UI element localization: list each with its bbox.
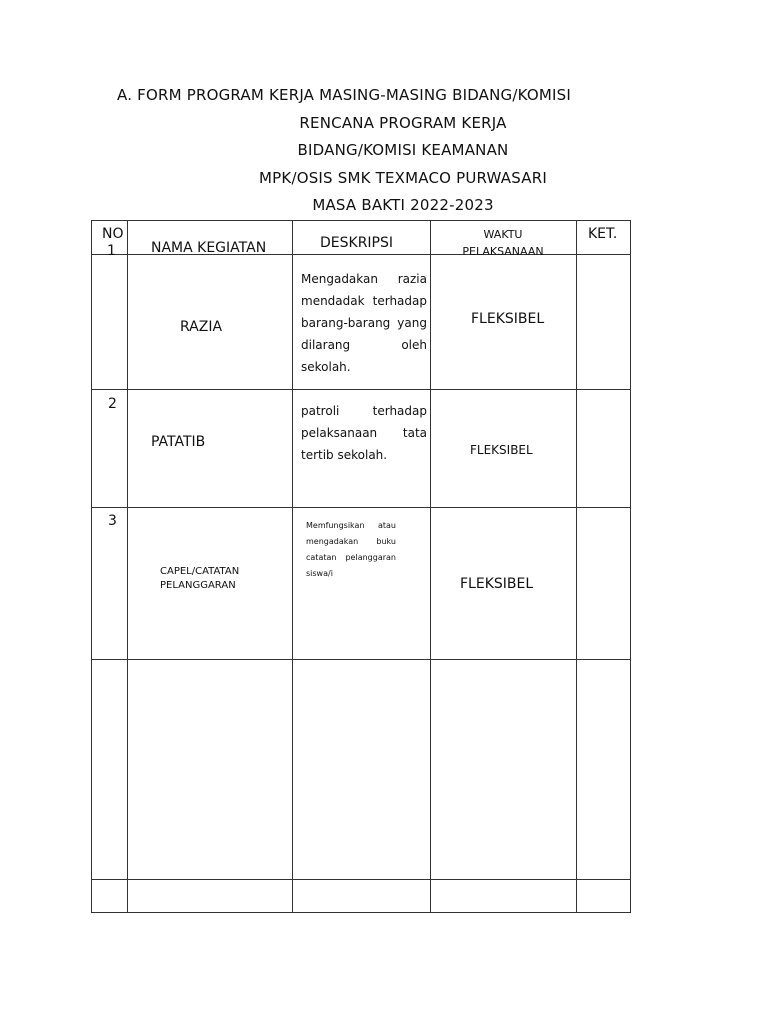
- row1-deskripsi: Mengadakan razia mendadak terhadap barang-barang yang dilarang oleh sekolah.: [301, 272, 427, 374]
- title-bidang: BIDANG/KOMISI KEAMANAN: [297, 141, 509, 159]
- row2-nama: PATATIB: [151, 434, 206, 450]
- row-divider: [91, 879, 631, 880]
- table-border-right: [630, 220, 631, 913]
- row2-waktu: FLEKSIBEL: [470, 443, 533, 457]
- title-organization: MPK/OSIS SMK TEXMACO PURWASARI: [259, 169, 547, 187]
- header-waktu-pelaksanaan: [430, 226, 576, 260]
- row2-deskripsi: patroli terhadap pelaksanaan tata tertib sekolah.: [301, 404, 427, 462]
- column-divider: [127, 220, 128, 913]
- row2-no: 2: [108, 396, 117, 412]
- header-keterangan: KET.: [588, 226, 618, 242]
- title-period: MASA BAKTI 2022-2023: [312, 196, 494, 214]
- header-deskripsi: DESKRIPSI: [320, 235, 394, 251]
- row3-nama: [160, 565, 239, 593]
- form-title: A. FORM PROGRAM KERJA MASING-MASING BIDANG/KOMISI: [117, 86, 571, 104]
- title-rencana: RENCANA PROGRAM KERJA: [299, 114, 507, 132]
- header-waktu-line2: PELAKSANAAN: [462, 245, 544, 258]
- header-waktu-line1: WAKTU: [483, 228, 523, 241]
- header-no-label: NO: [102, 226, 124, 242]
- header-no-first-value: 1: [107, 243, 116, 259]
- row-divider: [91, 507, 631, 508]
- row-divider: [91, 389, 631, 390]
- column-divider: [292, 220, 293, 913]
- header-nama-kegiatan: NAMA KEGIATAN: [151, 240, 267, 256]
- row1-waktu: FLEKSIBEL: [471, 311, 545, 327]
- row3-deskripsi: Memfungsikan atau mengadakan buku catatan pelanggaran siswa/i: [306, 521, 396, 578]
- table-border-bottom: [91, 912, 631, 913]
- row3-nama-line1: CAPEL/CATATAN: [160, 566, 240, 577]
- row3-no: 3: [108, 513, 117, 529]
- row3-nama-line2: PELANGGARAN: [160, 580, 236, 591]
- table-border-left: [91, 220, 92, 913]
- row3-waktu: FLEKSIBEL: [460, 576, 534, 592]
- header-no: [102, 226, 124, 260]
- row-divider: [91, 659, 631, 660]
- table-border-top: [91, 220, 631, 221]
- row1-nama: RAZIA: [180, 319, 223, 335]
- column-divider: [576, 220, 577, 913]
- column-divider: [430, 220, 431, 913]
